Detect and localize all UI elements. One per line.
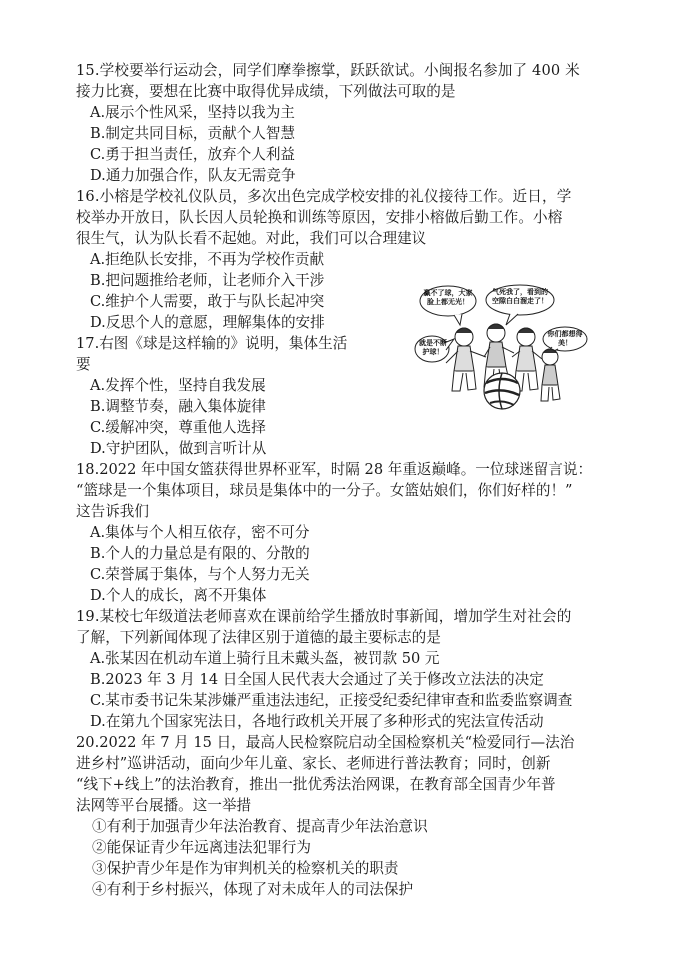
q16-stem-line-3: 很生气，认为队长看不起她。对此，我们可以合理建议 (76, 230, 427, 247)
q15-option-d: D.通力加强合作，队友无需竞争 (90, 167, 296, 184)
q18-stem-line-1: 18.2022 年中国女篮获得世界杯亚军，时隔 28 年重返巅峰。一位球迷留言说： (76, 461, 593, 478)
bubble-text-top-right: 气死我了，看到的空隙白白溜走了！ (492, 288, 548, 305)
bubble-text-right: 你们都想得美！ (547, 330, 583, 347)
q17-stem-line-2: 要 (76, 356, 91, 373)
q19-option-c: C.某市委书记朱某涉嫌严重违法违纪，正接受纪委纪律审查和监委监察调查 (90, 692, 573, 709)
q16-stem-line-2: 校举办开放日，队长因人员轮换和训练等原因，安排小榕做后勤工作。小榕 (76, 209, 563, 226)
q19-stem-line-1: 19.某校七年级道法老师喜欢在课前给学生播放时事新闻，增加学生对社会的 (76, 608, 572, 625)
q16-option-d: D.反思个人的意愿，理解集体的安排 (90, 314, 325, 331)
q19-option-b: B.2023 年 3 月 14 日全国人民代表大会通过了关于修改立法法的决定 (90, 671, 544, 688)
q20-stem-line-4: 法网等平台展播。这一举措 (76, 797, 252, 814)
q19-option-a: A.张某因在机动车道上骑行且未戴头盔，被罚款 50 元 (90, 650, 440, 667)
q16-stem-line-1: 16.小榕是学校礼仪队员，多次出色完成学校安排的礼仪接待工作。近日，学 (76, 188, 572, 205)
q20-stem-line-3: “线下+线上”的法治教育，推出一批优秀法治网课，在教育部全国青少年普 (76, 776, 556, 793)
q15-stem-line-1: 15.学校要举行运动会，同学们摩拳擦掌，跃跃欲试。小闽报名参加了 400 米 (76, 62, 580, 79)
q18-option-a: A.集体与个人相互依存，密不可分 (90, 524, 310, 541)
cartoon-ball-is-lost-this-way (414, 283, 590, 413)
speech-bubble-top-right (486, 285, 554, 325)
q17-option-a: A.发挥个性，坚持自我发展 (90, 377, 266, 394)
q15-option-a: A.展示个性风采，坚持以我为主 (90, 104, 295, 121)
q18-stem-line-2: “篮球是一个集体项目，球员是集体中的一分子。女篮姑娘们，你们好样的！” (76, 482, 573, 499)
q16-option-a: A.拒绝队长安排，不再为学校作贡献 (90, 251, 325, 268)
q16-option-c: C.维护个人需要，敢于与队长起冲突 (90, 293, 325, 310)
q17-stem-line-1: 17.右图《球是这样输的》说明，集体生活 (76, 335, 348, 352)
q18-stem-line-3: 这告诉我们 (76, 503, 149, 520)
q18-option-d: D.个人的成长，离不开集体 (90, 587, 267, 604)
q15-option-c: C.勇于担当责任，放弃个人利益 (90, 146, 296, 163)
q19-option-d: D.在第九个国家宪法日，各地行政机关开展了多种形式的宪法宣传活动 (90, 713, 544, 730)
q16-option-b: B.把问题推给老师，让老师介入干涉 (90, 272, 325, 289)
q18-option-c: C.荣誉属于集体，与个人努力无关 (90, 566, 310, 583)
soccer-ball-icon (484, 373, 520, 409)
bubble-text-left: 就是不断护球！ (419, 339, 447, 356)
q17-option-b: B.调整节奏，融入集体旋律 (90, 398, 266, 415)
q17-option-d: D.守护团队，做到言听计从 (90, 440, 267, 457)
q15-stem-line-2: 接力比赛，要想在比赛中取得优异成绩，下列做法可取的是 (76, 83, 456, 100)
bubble-text-top-left: 赢不了球，大家脸上都无光！ (423, 289, 473, 306)
q15-option-b: B.制定共同目标，贡献个人智慧 (90, 125, 296, 142)
q20-statement-4: ④有利于乡村振兴，体现了对未成年人的司法保护 (92, 881, 414, 898)
q20-statement-1: ①有利于加强青少年法治教育、提高青少年法治意识 (92, 818, 428, 835)
q20-statement-2: ②能保证青少年远离违法犯罪行为 (92, 839, 311, 856)
speech-bubble-top-left (420, 286, 476, 325)
q20-stem-line-1: 20.2022 年 7 月 15 日，最高人民检察院启动全国检察机关“检爱同行—法治 (76, 734, 575, 751)
q19-stem-line-2: 了解，下列新闻体现了法律区别于道德的最主要标志的是 (76, 629, 441, 646)
q20-statement-3: ③保护青少年是作为审判机关的检察机关的职责 (92, 860, 399, 877)
q18-option-b: B.个人的力量总是有限的、分散的 (90, 545, 310, 562)
q17-option-c: C.缓解冲突，尊重他人选择 (90, 419, 266, 436)
speech-bubble-left (415, 336, 454, 362)
q20-stem-line-2: 进乡村”巡讲活动，面向少年儿童、家长、老师进行普法教育；同时，创新 (76, 755, 551, 772)
